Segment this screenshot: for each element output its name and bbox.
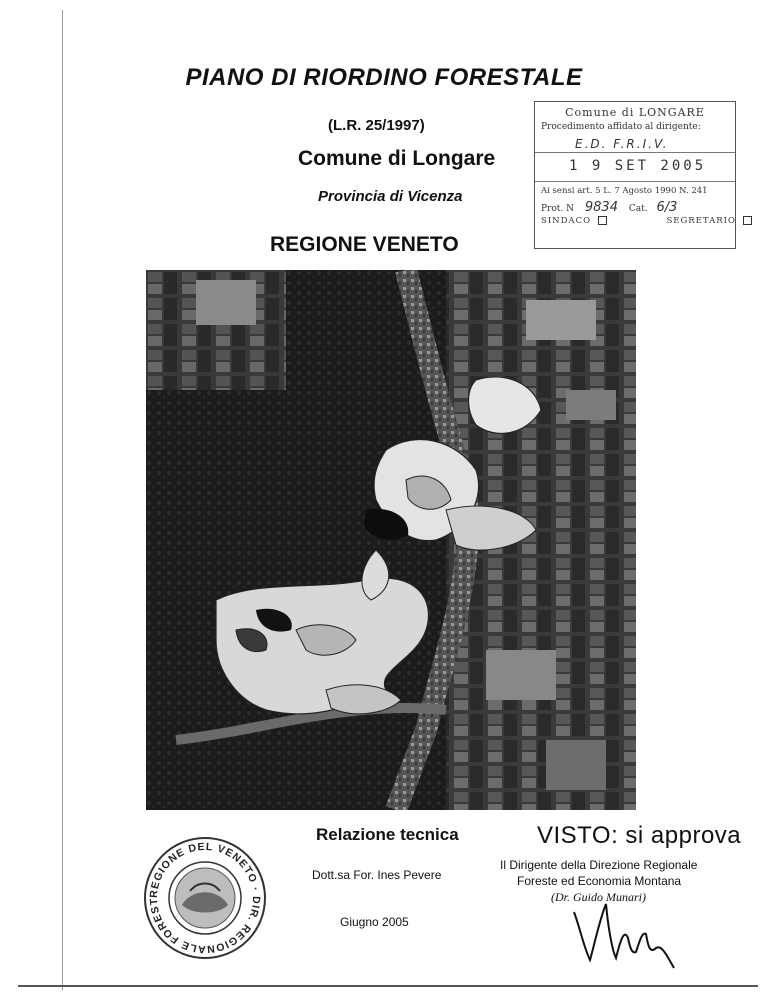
author-name: Dott.sa For. Ines Pevere: [312, 868, 442, 882]
regione-name: REGIONE VENETO: [270, 233, 459, 256]
stamp-divider: [535, 181, 735, 182]
document-date: Giugno 2005: [340, 915, 409, 929]
stamp-handwritten-assignee: E.D. F.R.I.V.: [575, 137, 669, 151]
aerial-photo: [146, 270, 636, 810]
aerial-photo-image: [146, 270, 636, 810]
stamp-ai-sensi: Ai sensi art. 5 L. 7 Agosto 1990 N. 241: [541, 186, 708, 196]
document-title: PIANO DI RIORDINO FORESTALE: [185, 64, 583, 91]
approval-line-3: (Dr. Guido Munari): [551, 890, 646, 904]
stamp-comune: Comune di LONGARE: [565, 106, 705, 119]
approval-heading: VISTO: si approva: [537, 822, 742, 849]
stamp-signatures: [541, 216, 752, 226]
regional-seal: [140, 833, 270, 963]
bottom-rule: [18, 985, 758, 987]
page-left-border: [62, 10, 63, 990]
approval-line-1: Il Dirigente della Direzione Regionale: [500, 858, 698, 872]
stamp-segretario: SEGRETARIO: [666, 216, 736, 226]
seal-icon: [140, 833, 270, 963]
stamp-divider: [535, 152, 735, 153]
stamp-prot-label: Prot. N: [541, 204, 574, 214]
checkbox-icon: [598, 216, 607, 225]
signature: [572, 898, 682, 970]
stamp-prot-number: 9834: [584, 200, 618, 215]
law-reference: (L.R. 25/1997): [328, 117, 425, 134]
stamp-cat-value: 6/3: [656, 200, 678, 215]
stamp-date: 1 9 SET 2005: [569, 158, 707, 174]
approval-line-2: Foreste ed Economia Montana: [517, 874, 682, 888]
stamp-protocol: [541, 200, 677, 215]
relazione-tecnica: Relazione tecnica: [316, 825, 459, 844]
stamp-sindaco: SINDACO: [541, 216, 592, 226]
comune-name: Comune di Longare: [298, 147, 496, 170]
stamp-procedimento: Procedimento affidato al dirigente:: [541, 122, 701, 132]
provincia-name: Provincia di Vicenza: [318, 188, 463, 205]
checkbox-icon: [743, 216, 752, 225]
signature-icon: [572, 898, 682, 970]
stamp-cat-label: Cat.: [628, 204, 648, 214]
protocol-stamp: [534, 101, 736, 249]
seal-text: REGIONE DEL VENETO · DIR. REGIONALE FOREST: [147, 840, 263, 956]
